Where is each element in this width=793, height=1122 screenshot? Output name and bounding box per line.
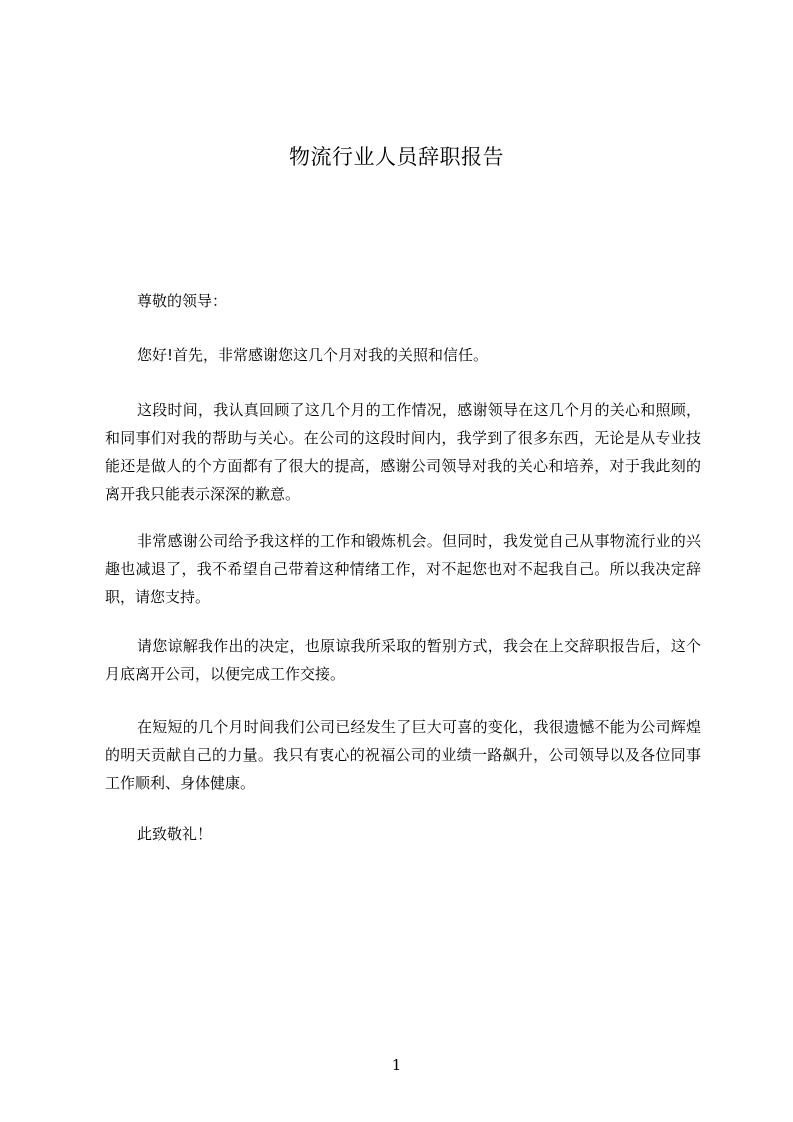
- body-paragraph: 这段时间，我认真回顾了这几个月的工作情况，感谢领导在这几个月的关心和照顾，和同事们对我的帮助与关心。在公司的这段时间内，我学到了很多东西，无论是从专业技能还是做人的个方面都有了很大的提高，感谢公司领导对我的关心和培养，对于我此刻的离开我只能表示深深的歉意。: [105, 401, 701, 503]
- page-number: 1: [391, 1056, 402, 1074]
- salutation: 尊敬的领导：: [137, 292, 228, 310]
- body-paragraph: 请您谅解我作出的决定，也原谅我所采取的暂别方式，我会在上交辞职报告后，这个月底离开公司，以便完成工作交接。: [105, 637, 701, 683]
- body-paragraph: 非常感谢公司给予我这样的工作和锻炼机会。但同时，我发觉自己从事物流行业的兴趣也减退了，我不希望自己带着这种情绪工作，对不起您也对不起我自己。所以我决定辞职，请您支持。: [105, 532, 701, 606]
- closing: 此致敬礼！: [137, 825, 213, 843]
- body-paragraph: 在短短的几个月时间我们公司已经发生了巨大可喜的变化，我很遗憾不能为公司辉煌的明天贡献自己的力量。我只有衷心的祝福公司的业绩一路飙升，公司领导以及各位同事工作顺利、身体健康。: [105, 718, 701, 792]
- greeting: 您好!首先，非常感谢您这几个月对我的关照和信任。: [137, 346, 489, 364]
- page-title: 物流行业人员辞职报告: [289, 145, 504, 169]
